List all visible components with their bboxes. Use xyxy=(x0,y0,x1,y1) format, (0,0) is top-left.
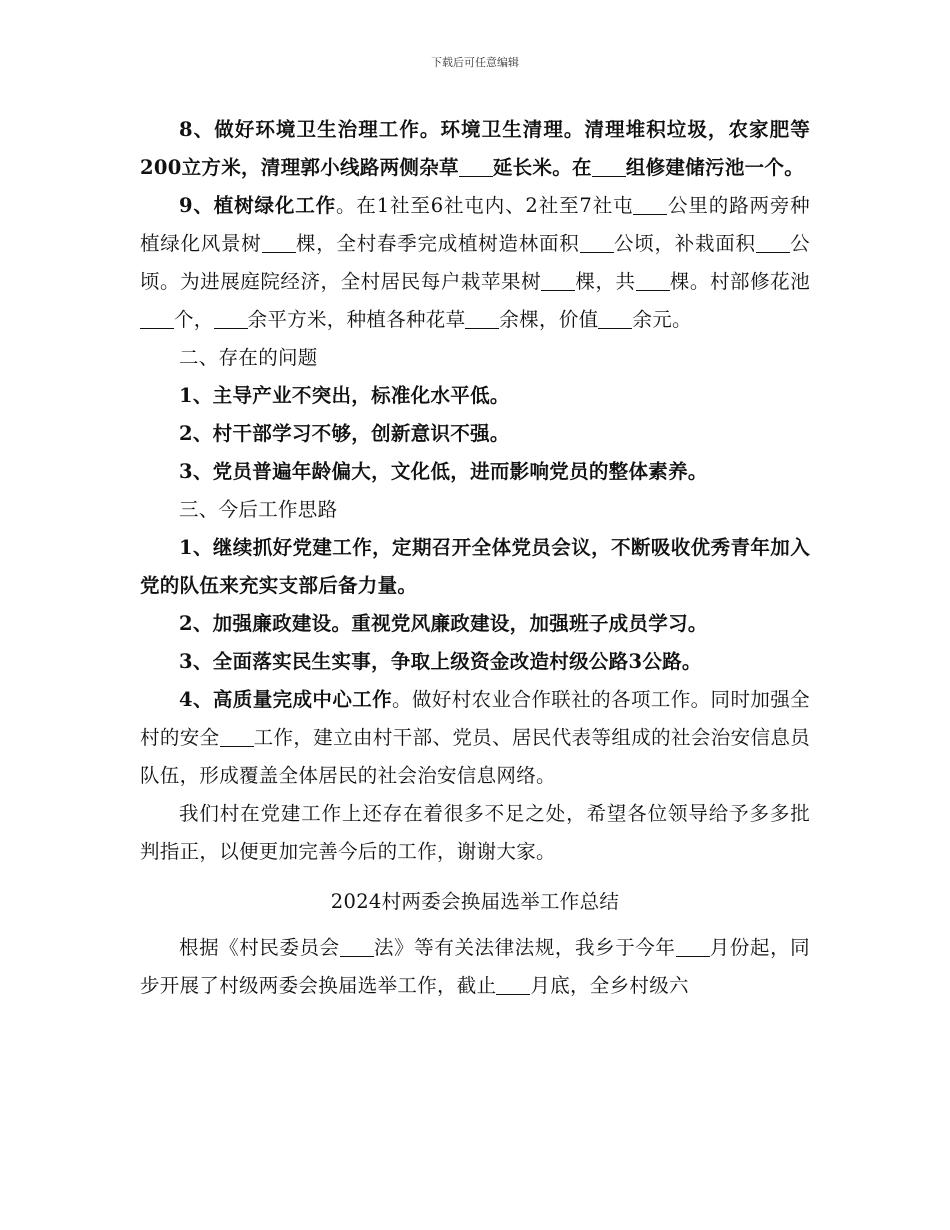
section-heading-problems: 二、存在的问题 xyxy=(179,346,318,369)
text-span: 8、做好环境卫生治理工作。环境卫生清理。清理堆积垃圾，农家肥等200立方米，清理郭小线路两侧杂草 xyxy=(140,118,810,179)
text-span: 余平方米，种植各种花草 xyxy=(247,308,466,331)
text-span: 根据《村民委员会 xyxy=(179,936,340,959)
blank-line xyxy=(340,935,374,956)
blank-line xyxy=(496,973,530,994)
blank-line xyxy=(541,269,575,290)
problem-item-3: 3、党员普遍年龄偏大，文化低，进而影响党员的整体素养。 xyxy=(179,460,708,483)
blank-line xyxy=(465,307,499,328)
paragraph-lead: 4、高质量完成中心工作 xyxy=(179,688,393,711)
election-intro-paragraph xyxy=(140,929,810,1005)
blank-line xyxy=(633,193,667,214)
blank-line xyxy=(262,231,296,252)
blank-line xyxy=(636,269,670,290)
blank-line xyxy=(756,231,790,252)
problem-item-1: 1、主导产业不突出，标准化水平低。 xyxy=(179,384,510,407)
text-span: 。在1社至6社屯内、2社至7社屯 xyxy=(335,194,634,217)
document-section-title: 2024村两委会换届选举工作总结 xyxy=(330,890,620,913)
blank-line xyxy=(220,725,254,746)
blank-line xyxy=(459,155,493,176)
future-item-4 xyxy=(140,681,810,795)
text-span: 法》等有关法律法规，我乡于今年 xyxy=(373,936,676,959)
paragraph-item-9 xyxy=(140,187,810,339)
text-span: 公里的路两旁种植绿化风景树 xyxy=(140,194,810,255)
blank-line xyxy=(580,231,614,252)
text-span: 棵，全村春季完成植树造林面积 xyxy=(295,232,580,255)
paragraph-lead: 9、植树绿化工作 xyxy=(179,194,336,217)
text-span: 余元。 xyxy=(632,308,692,331)
document-body xyxy=(140,111,810,1005)
text-span: 棵，共 xyxy=(575,270,636,293)
text-span: 工作，建立由村干部、党员、居民代表等组成的社会治安信息员队伍，形成覆盖全体居民的社会治安信息网络。 xyxy=(140,726,810,787)
section-heading-future: 三、今后工作思路 xyxy=(179,498,338,521)
text-span: 月份起，同步开展了村级两委会换届选举工作，截止 xyxy=(140,936,810,997)
page-header: 下载后可任意编辑 xyxy=(431,56,519,69)
future-item-2: 2、加强廉政建设。重视党风廉政建设，加强班子成员学习。 xyxy=(179,612,708,635)
text-span: 公顷。为进展庭院经济，全村居民每户栽苹果树 xyxy=(140,232,810,293)
text-span: 延长米。在 xyxy=(492,156,592,179)
problem-item-2: 2、村干部学习不够，创新意识不强。 xyxy=(179,422,510,445)
future-item-1: 1、继续抓好党建工作，定期召开全体党员会议，不断吸收优秀青年加入党的队伍来充实支部后备力量。 xyxy=(140,536,810,597)
future-item-3: 3、全面落实民生实事，争取上级资金改造村级公路3公路。 xyxy=(179,650,702,673)
text-span: 个， xyxy=(174,308,214,331)
blank-line xyxy=(676,935,710,956)
text-span: 余棵，价值 xyxy=(499,308,599,331)
text-span: 。做好村农业合作联社的各项工作。同时加强全村的安全 xyxy=(140,688,810,749)
blank-line xyxy=(214,307,248,328)
text-span: 月底，全乡村级六 xyxy=(530,974,689,997)
text-span: 棵。村部修花池 xyxy=(669,270,810,293)
paragraph-item-8 xyxy=(140,111,810,187)
text-span: 组修建储污池一个。 xyxy=(625,156,805,179)
blank-line xyxy=(598,307,632,328)
closing-paragraph: 我们村在党建工作上还存在着很多不足之处，希望各位领导给予多多批判指正，以便更加完善今后的工作，谢谢大家。 xyxy=(140,802,810,863)
text-span: 公顷，补栽面积 xyxy=(613,232,756,255)
blank-line xyxy=(592,155,626,176)
blank-line xyxy=(140,307,174,328)
